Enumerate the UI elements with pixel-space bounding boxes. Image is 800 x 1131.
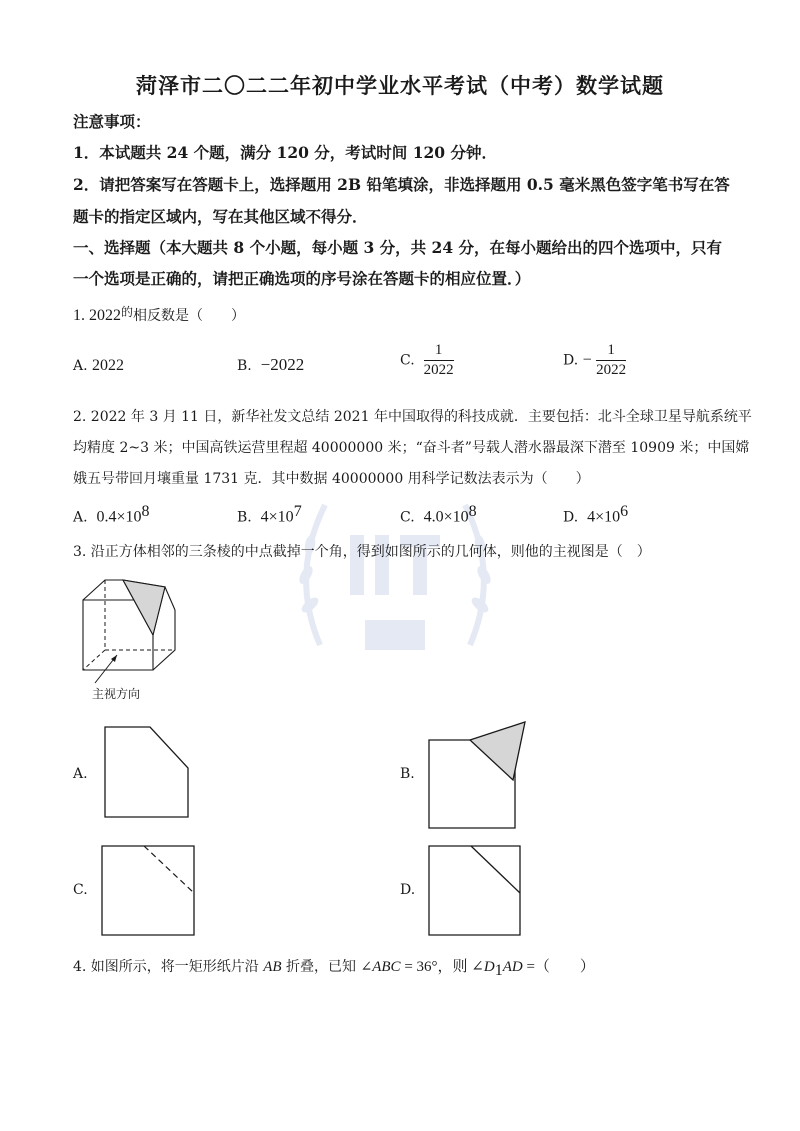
page-title: 菏泽市二〇二二年初中学业水平考试（中考）数学试题 [136, 73, 664, 98]
q3-option-b-label: B. [400, 766, 415, 782]
question-4-stem: 4. 如图所示，将一矩形纸片沿 AB 折叠，已知 ∠ABC = 36°，则 $\angle D_1AD$ =（ ） [73, 959, 595, 979]
notice-item-2-line-1: 2．请把答案写在答题卡上，选择题用 2B 铅笔填涂，非选择题用 0.5 毫米黑色签字笔书写在答 [73, 175, 730, 194]
section-heading-line-2: 一个选项是正确的，请把正确选项的序号涂在答题卡的相应位置．） [73, 269, 531, 288]
q1-option-d: D. − $\frac{1}{2022}$ [563, 342, 627, 378]
q2-option-c: C. $4.0\times 10^8$ [400, 503, 477, 526]
fraction-d: $\frac{1}{2022}$ [596, 342, 627, 378]
question-2-line-1: 2. 2022 年 3 月 11 日，新华社发文总结 2021 年中国取得的科技成就．主要包括：北斗全球卫星导航系统平 [73, 409, 752, 425]
q3-option-d-label: D. [400, 882, 416, 898]
notice-item-1: 1．本试题共 24 个题，满分 120 分，考试时间 120 分钟． [73, 143, 497, 162]
question-1-stem: 1. 2022的相反数是（ ） [73, 305, 246, 324]
q2-option-b: B. $4\times 10^7$ [237, 503, 302, 526]
q1-option-c: C. $\frac{1}{2022}$ [400, 342, 454, 378]
q3-option-d-figure [427, 843, 527, 938]
notice-item-2-line-2: 题卡的指定区域内，写在其他区域不得分． [73, 207, 368, 226]
q3-option-b-figure [425, 718, 535, 833]
q1-option-a: A. 2022 [73, 357, 125, 374]
q2-option-d: D. $4\times 10^6$ [563, 503, 629, 526]
q2-option-a: A. $0.4\times 10^8$ [73, 503, 150, 526]
figure-caption: 主视方向 [92, 687, 141, 701]
q1-option-b: B. −2022 [237, 355, 305, 374]
section-heading-line-1: 一、选择题（本大题共 8 个小题，每小题 3 分，共 24 分，在每小题给出的四个选项中，只有 [73, 238, 723, 257]
q3-option-a-label: A. [73, 766, 88, 782]
fraction-c: $\frac{1}{2022}$ [423, 342, 454, 378]
question-3-stem: 3. 沿正方体相邻的三条棱的中点截掉一个角，得到如图所示的几何体，则他的主视图是（ ） [73, 544, 651, 560]
q3-option-a-figure [100, 725, 195, 820]
cube-figure [75, 575, 185, 675]
q3-option-c-label: C. [73, 882, 88, 898]
question-2-line-3: 娥五号带回月壤重量 1731 克．其中数据 40000000 用科学记数法表示为（ ） [73, 471, 590, 487]
q3-option-c-figure [100, 843, 200, 938]
notice-heading: 注意事项： [73, 112, 151, 131]
question-2-line-2: 均精度 2~3 米；中国高铁运营里程超 40000000 米；“奋斗者”号载人潜水器最深下潜至 10909 米；中国嫦 [73, 440, 750, 456]
watermark-logo-icon [280, 455, 510, 685]
